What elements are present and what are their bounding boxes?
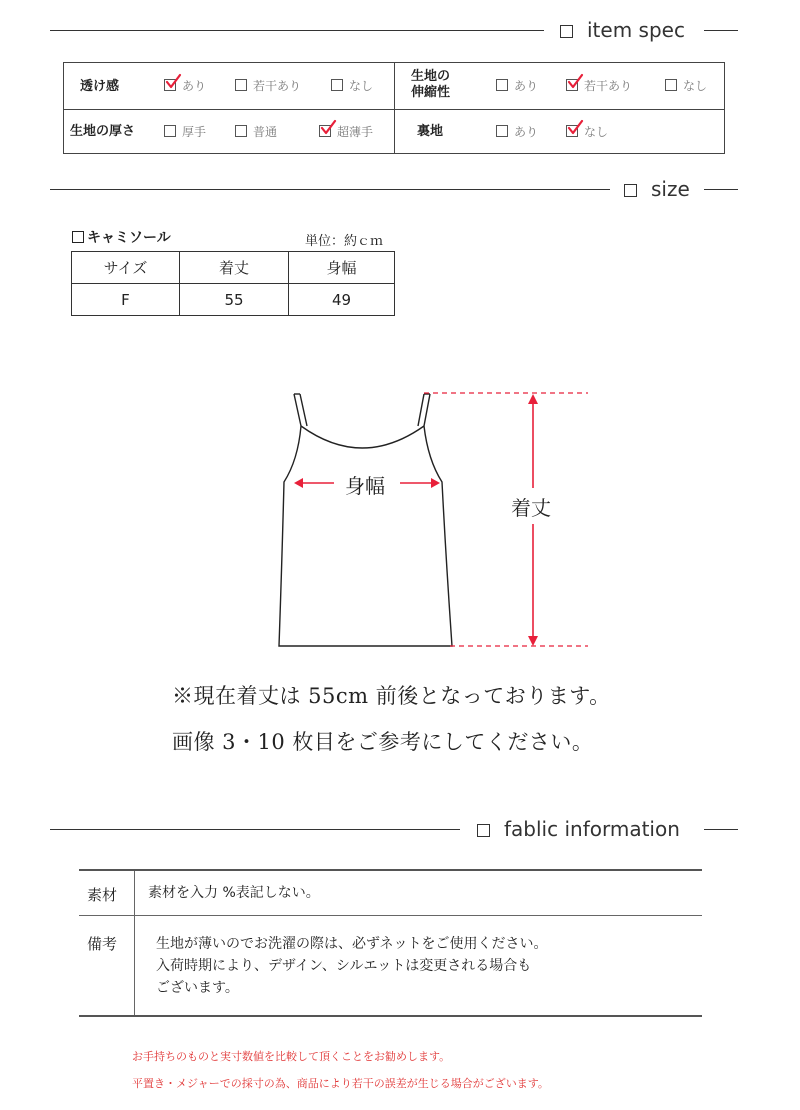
option-thickness-normal: 普通 [235, 124, 277, 140]
square-icon [72, 231, 84, 243]
divider-line [704, 829, 738, 830]
material-label: 素材 [87, 886, 118, 904]
fabric-info-table [79, 869, 702, 1017]
option-stretch-none: なし [665, 78, 707, 94]
checkbox-icon [235, 125, 247, 137]
size-unit: 単位：約ｃｍ [305, 234, 384, 249]
checkbox-icon [496, 79, 508, 91]
option-transparency-yes: あり [164, 78, 206, 94]
table-header-cell: 着丈 [180, 252, 289, 284]
divider-line [50, 30, 544, 31]
diagram-label-length: 着丈 [511, 496, 551, 520]
warning-measurement: 平置き・メジャーでの採寸の為、商品により若干の誤差が生じる場合がございます。 [132, 1077, 549, 1090]
checkbox-checked-icon [164, 79, 176, 91]
table-cell: 49 [289, 284, 395, 316]
checkbox-checked-icon [566, 125, 578, 137]
table-header-cell: 身幅 [289, 252, 395, 284]
table-header-row [72, 252, 395, 284]
option-transparency-none: なし [331, 78, 373, 94]
section-header-fabric [0, 817, 800, 841]
option-stretch-slight: 若干あり [566, 78, 632, 94]
checkbox-icon [331, 79, 343, 91]
checkbox-checked-icon [566, 79, 578, 91]
option-thickness-thick: 厚手 [164, 124, 206, 140]
option-lining-yes: あり [496, 124, 538, 140]
table-header-cell: サイズ [72, 252, 180, 284]
camisole-outline-icon [0, 370, 800, 670]
square-icon [624, 184, 637, 197]
length-note: ※現在着丈は 55cm 前後となっております。 [172, 684, 611, 708]
checkbox-icon [496, 125, 508, 137]
option-transparency-slight: 若干あり [235, 78, 301, 94]
checkbox-icon [665, 79, 677, 91]
size-item-title: キャミソール [72, 227, 171, 247]
spec-label-thickness: 生地の厚さ [70, 124, 136, 139]
section-title: item spec [560, 18, 685, 42]
spec-label-lining: 裏地 [417, 124, 444, 139]
remarks-text: 生地が薄いのでお洗濯の際は、必ずネットをご使用ください。 入荷時期により、デザイン、シルエットは変更される場合も ございます。 [156, 936, 548, 996]
section-title: fablic information [477, 817, 680, 841]
table-row [72, 284, 395, 316]
spec-label-transparency: 透け感 [80, 79, 120, 94]
checkbox-icon [164, 125, 176, 137]
divider-line [704, 30, 738, 31]
spec-label-stretch: 生地の 伸縮性 [411, 69, 451, 100]
table-cell: F [72, 284, 180, 316]
camisole-measurement-diagram [0, 370, 800, 670]
section-header-size [0, 177, 800, 201]
reference-note: 画像 3・10 枚目をご参考にしてください。 [172, 730, 594, 754]
diagram-label-width: 身幅 [345, 474, 385, 498]
divider-line [50, 829, 460, 830]
checkbox-checked-icon [319, 125, 331, 137]
item-spec-table [63, 62, 725, 154]
remarks-label: 備考 [87, 935, 118, 953]
divider-line [704, 189, 738, 190]
option-stretch-yes: あり [496, 78, 538, 94]
checkbox-icon [235, 79, 247, 91]
size-table [71, 251, 395, 316]
warning-compare: お手持ちのものと実寸数値を比較して頂くことをお勧めします。 [132, 1050, 451, 1063]
divider-line [50, 189, 610, 190]
option-thickness-ultrathin: 超薄手 [319, 124, 373, 140]
section-title: size [624, 177, 690, 201]
table-cell: 55 [180, 284, 289, 316]
option-lining-none: なし [566, 124, 608, 140]
section-header-item-spec [0, 18, 800, 42]
square-icon [477, 824, 490, 837]
material-value: 素材を入力 %表記しない。 [148, 885, 320, 901]
square-icon [560, 25, 573, 38]
